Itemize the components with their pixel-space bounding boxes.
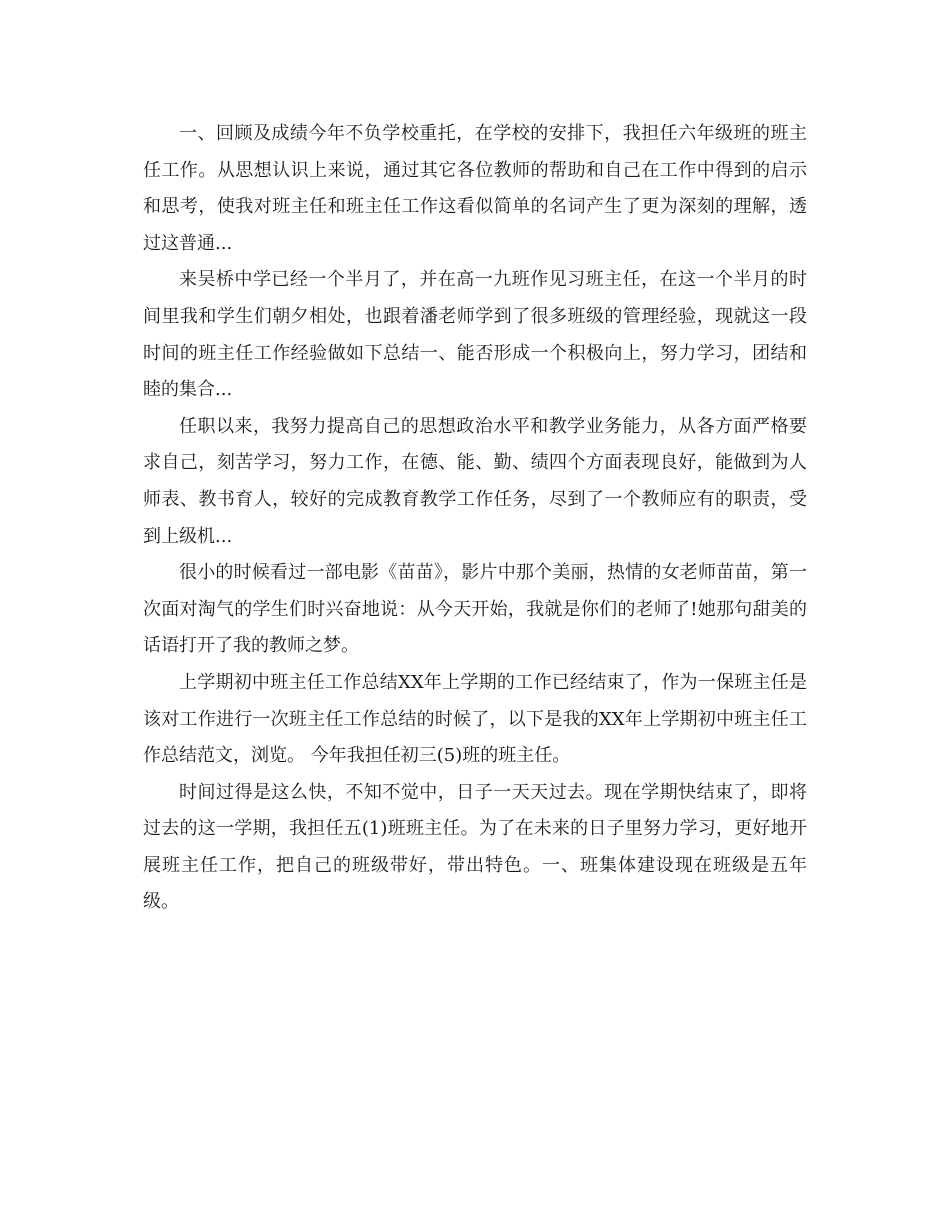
paragraph-1: 一、回顾及成绩今年不负学校重托，在学校的安排下，我担任六年级班的班主任工作。从思想认识上来说，通过其它各位教师的帮助和自己在工作中得到的启示和思考，使我对班主任和班主任工作这看似简单的名词产生了更为深刻的理解，透过这普通... <box>143 123 807 254</box>
paragraph-4: 很小的时候看过一部电影《苗苗》，影片中那个美丽，热情的女老师苗苗，第一次面对淘气的学生们时兴奋地说：从今天开始，我就是你们的老师了!她那句甜美的话语打开了我的教师之梦。 <box>143 562 807 657</box>
paragraph-2: 来吴桥中学已经一个半月了，并在高一九班作见习班主任，在这一个半月的时间里我和学生们朝夕相处，也跟着潘老师学到了很多班级的管理经验，现就这一段时间的班主任工作经验做如下总结一、能否形成一个积极向上，努力学习，团结和睦的集合... <box>143 269 807 401</box>
paragraph-5: 上学期初中班主任工作总结XX年上学期的工作已经结束了，作为一保班主任是该对工作进行一次班主任工作总结的时候了，以下是我的XX年上学期初中班主任工作总结范文，浏览。 今年我担任初三(5)班的班主任。 <box>143 671 807 767</box>
paragraph-6: 时间过得是这么快，不知不觉中，日子一天天过去。现在学期快结束了，即将过去的这一学期，我担任五(1)班班主任。为了在未来的日子里努力学习，更好地开展班主任工作，把自己的班级带好，带出特色。一、班集体建设现在班级是五年级。 <box>143 781 807 913</box>
paragraph-3: 任职以来，我努力提高自己的思想政治水平和教学业务能力，从各方面严格要求自己，刻苦学习，努力工作，在德、能、勤、绩四个方面表现良好，能做到为人师表、教书育人，较好的完成教育教学工作任务，尽到了一个教师应有的职责，受到上级机... <box>143 415 807 547</box>
document-body <box>143 116 807 921</box>
